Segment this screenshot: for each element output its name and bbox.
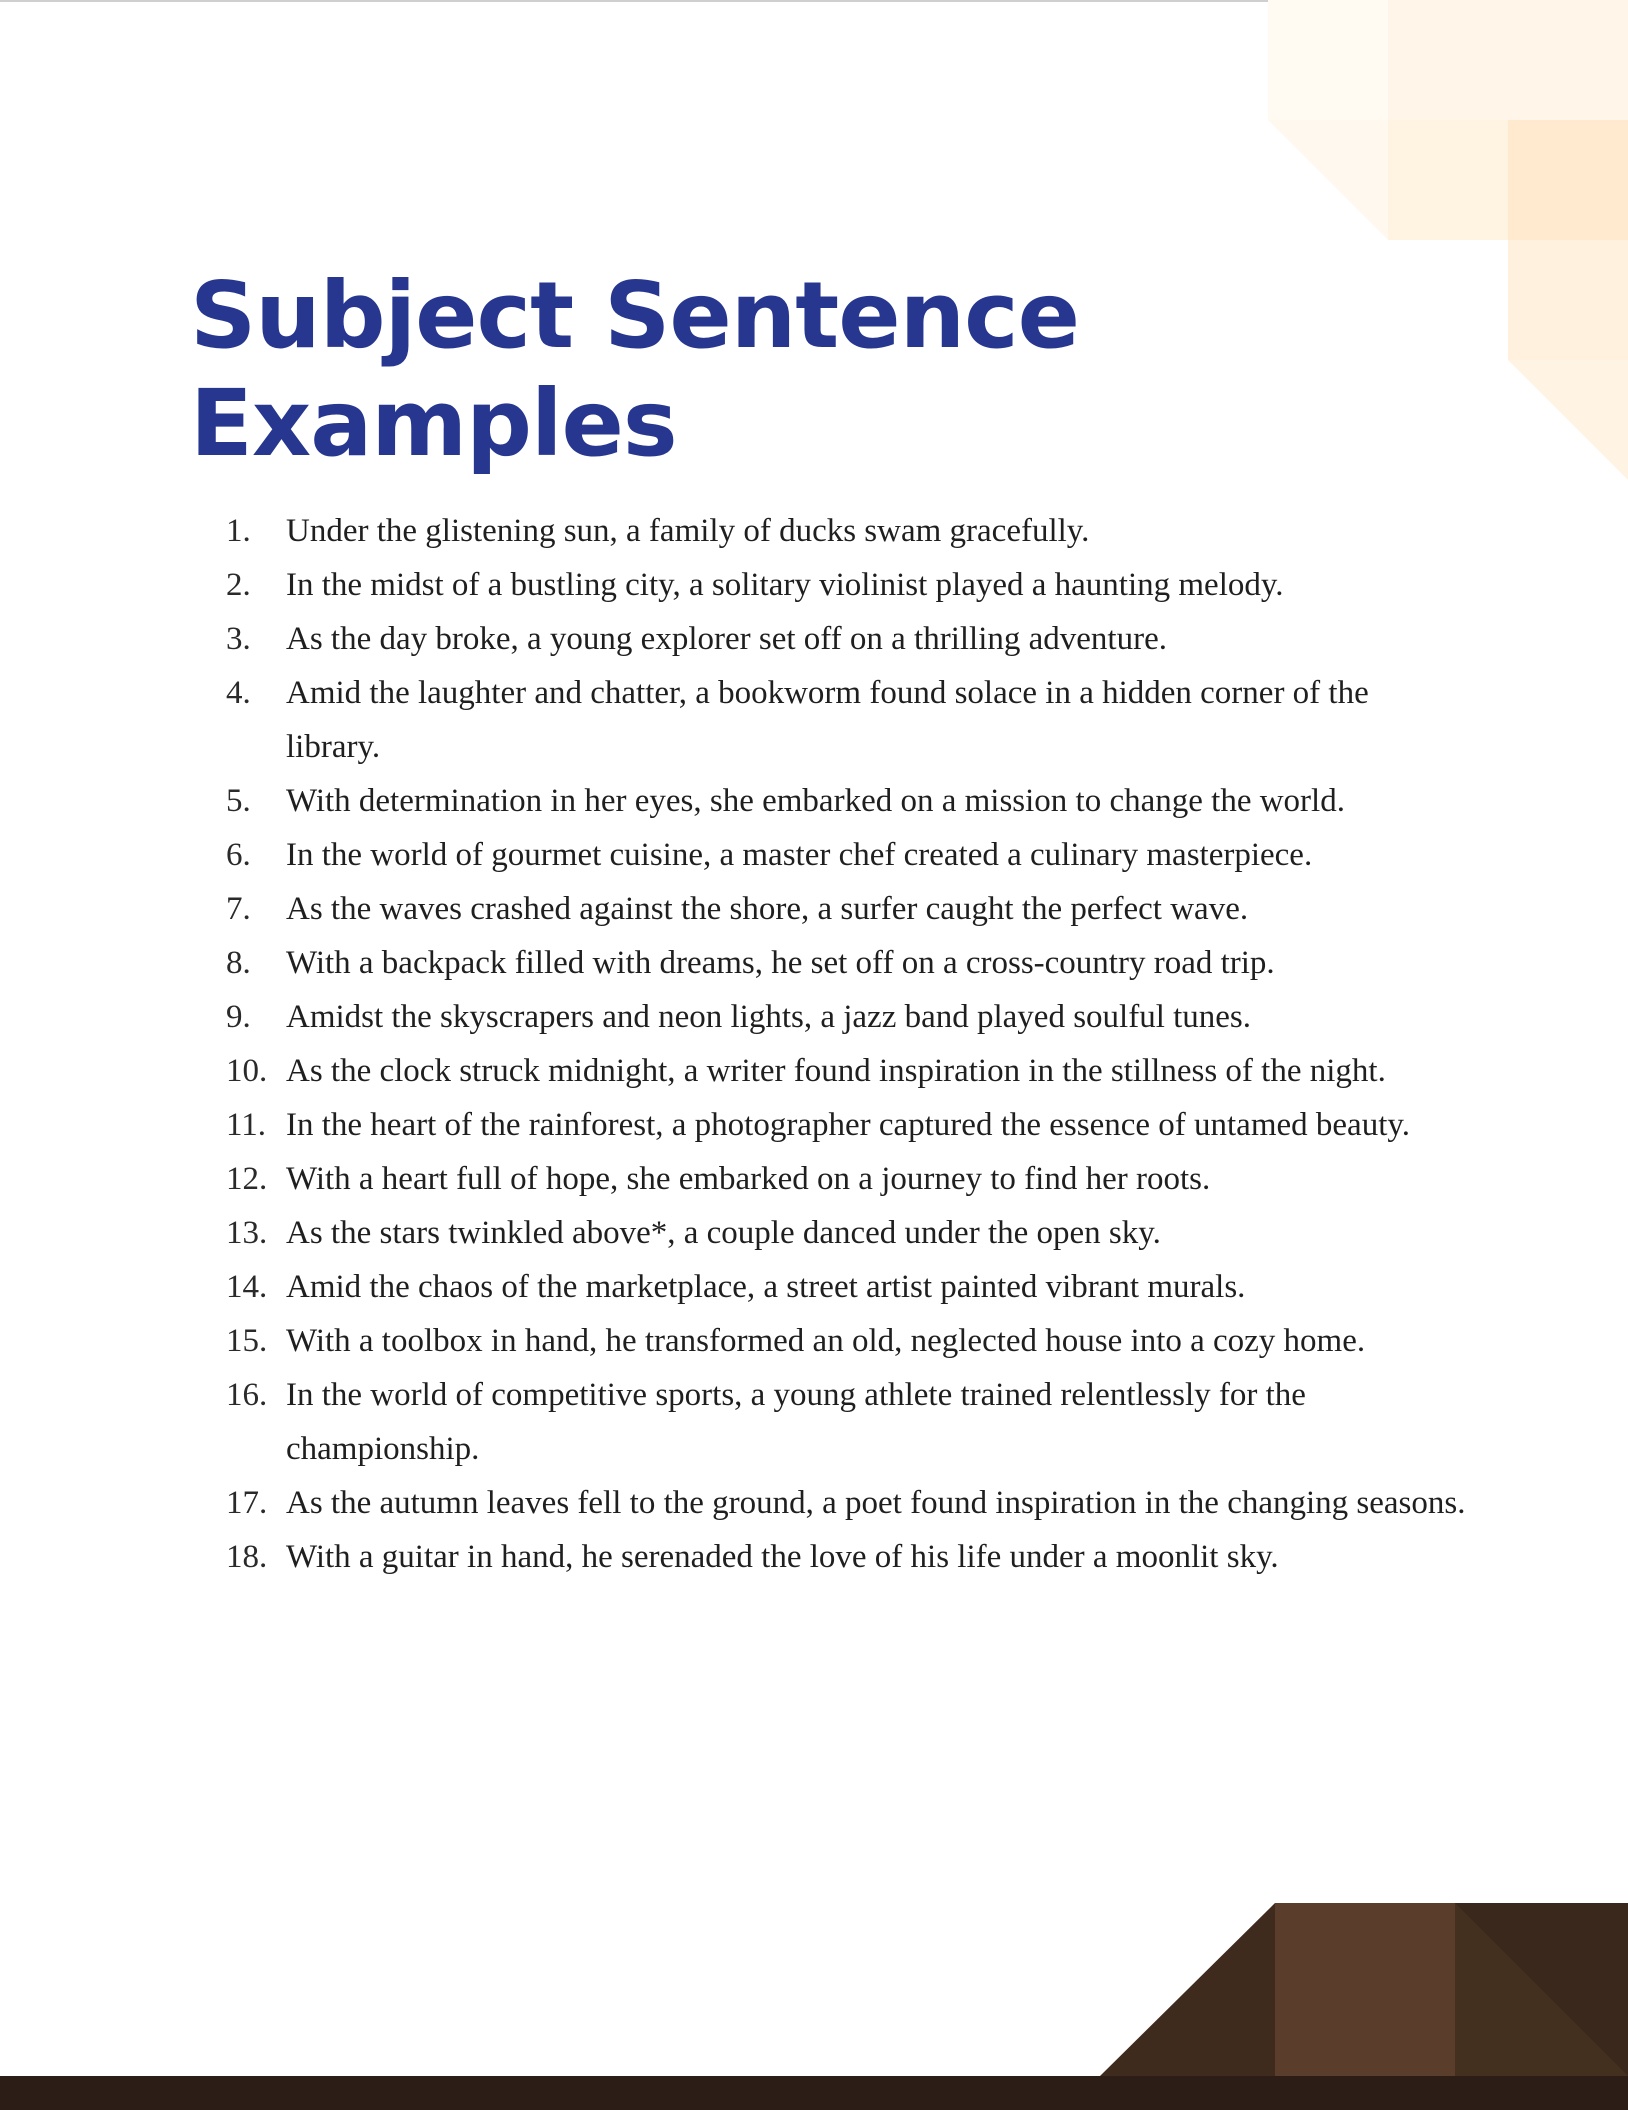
list-item-number: 17. [226,1485,268,1521]
list-item-text: Amid the laughter and chatter, a bookworm found solace in a hidden corner of the library. [286,675,1369,765]
list-item-number: 10. [226,1053,268,1089]
list-item [226,882,1466,936]
list-item [226,1098,1466,1152]
list-item-number: 12. [226,1161,268,1197]
list-item [226,990,1466,1044]
list-item [226,1206,1466,1260]
list-item-text: With a heart full of hope, she embarked on a journey to find her roots. [286,1161,1211,1197]
list-item-number: 4. [226,675,251,711]
deco-bottom-block-1 [1275,1903,1455,2076]
list-item-text: With a toolbox in hand, he transformed an old, neglected house into a cozy home. [286,1323,1366,1359]
list-item-text: In the world of gourmet cuisine, a master chef created a culinary masterpiece. [286,837,1313,873]
list-item [226,1044,1466,1098]
list-item-text: As the clock struck midnight, a writer found inspiration in the stillness of the night. [286,1053,1386,1089]
list-item-text: As the day broke, a young explorer set off on a thrilling adventure. [286,621,1167,657]
list-item-text: As the stars twinkled above*, a couple danced under the open sky. [286,1215,1161,1251]
list-item-number: 11. [226,1107,267,1143]
list-item-text: Amid the chaos of the marketplace, a street artist painted vibrant murals. [286,1269,1246,1305]
deco-bottom-triangle [1100,1903,1275,2076]
list-item [226,1260,1466,1314]
list-item-number: 2. [226,567,251,603]
bottom-decoration [0,1870,1628,2110]
list-item-text: In the midst of a bustling city, a solitary violinist played a haunting melody. [286,567,1284,603]
list-item-number: 15. [226,1323,268,1359]
top-right-decoration [1268,0,1628,480]
list-item-text: With a backpack filled with dreams, he set off on a cross-country road trip. [286,945,1275,981]
list-item-number: 5. [226,783,251,819]
list-item-text: With a guitar in hand, he serenaded the love of his life under a moonlit sky. [286,1539,1279,1575]
list-item-text: As the waves crashed against the shore, a surfer caught the perfect wave. [286,891,1249,927]
list-item [226,1152,1466,1206]
list-item [226,828,1466,882]
list-item [226,1314,1466,1368]
deco-triangle-1 [1268,120,1388,240]
deco-block-1 [1268,0,1388,120]
list-item-number: 3. [226,621,251,657]
list-item-text: In the world of competitive sports, a young athlete trained relentlessly for the championship. [286,1377,1306,1467]
list-item [226,558,1466,612]
list-item [226,612,1466,666]
list-item-text: In the heart of the rainforest, a photographer captured the essence of untamed beauty. [286,1107,1410,1143]
list-item-number: 8. [226,945,251,981]
list-item [226,936,1466,990]
list-item-number: 7. [226,891,251,927]
list-item [226,1530,1466,1584]
list-item-number: 6. [226,837,251,873]
deco-block-5 [1508,240,1628,360]
list-item-number: 13. [226,1215,268,1251]
footer-bar [0,2076,1628,2110]
page-title: Subject Sentence Examples [190,262,1080,477]
deco-block-3 [1388,120,1508,240]
list-item-text: As the autumn leaves fell to the ground, a poet found inspiration in the changing seasons. [286,1485,1466,1521]
list-item [226,504,1466,558]
deco-block-4 [1508,120,1628,240]
list-item-text: Under the glistening sun, a family of ducks swam gracefully. [286,513,1090,549]
list-item-number: 18. [226,1539,268,1575]
list-item-text: With determination in her eyes, she embarked on a mission to change the world. [286,783,1345,819]
list-item-number: 1. [226,513,251,549]
list-item [226,774,1466,828]
list-item-number: 14. [226,1269,268,1305]
sentence-list [226,504,1466,1584]
deco-block-2 [1388,0,1628,120]
list-item [226,1476,1466,1530]
list-item [226,1368,1466,1476]
list-item-text: Amidst the skyscrapers and neon lights, a jazz band played soulful tunes. [286,999,1252,1035]
list-item-number: 9. [226,999,251,1035]
deco-triangle-2 [1508,360,1628,480]
list-item [226,666,1466,774]
list-item-number: 16. [226,1377,268,1413]
